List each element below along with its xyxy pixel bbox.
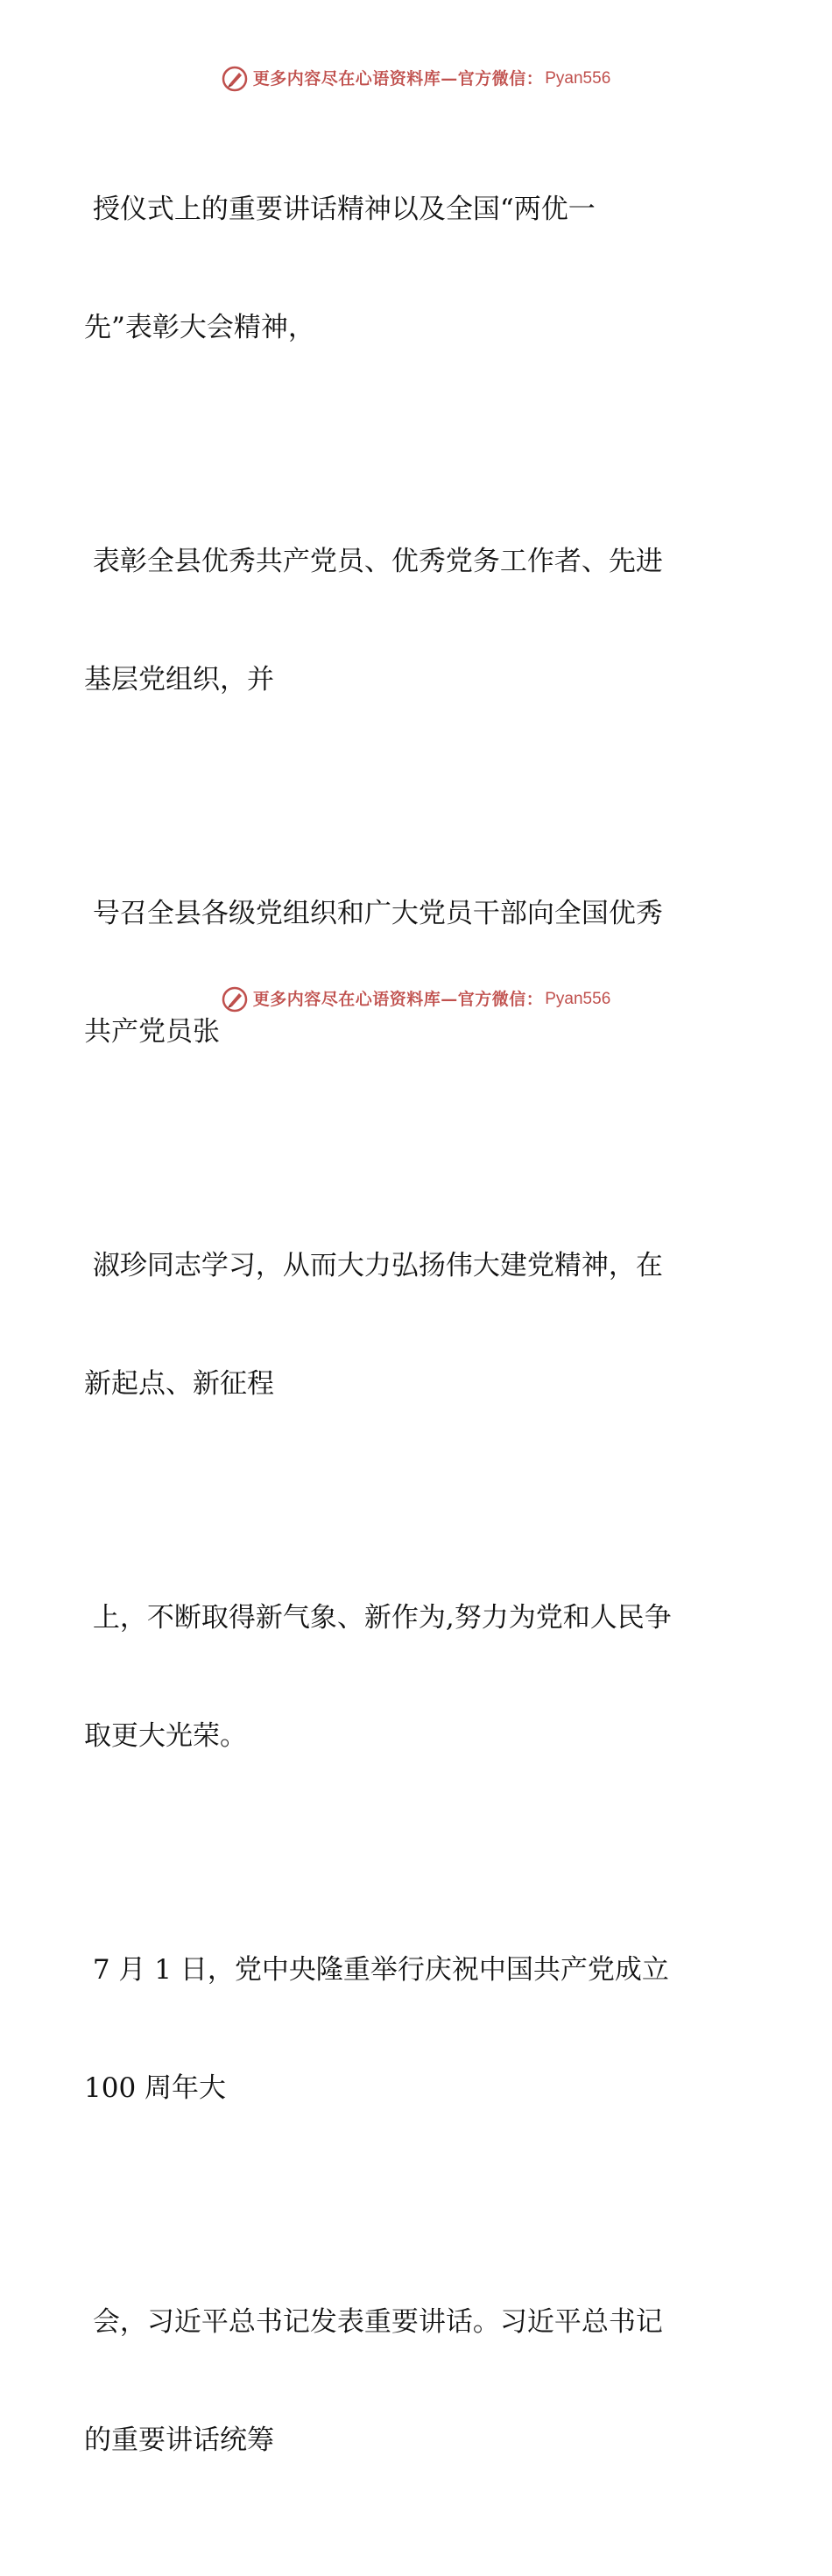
paragraph — [84, 1168, 750, 1483]
watermark-text: 更多内容尽在心语资料库—官方微信： — [252, 990, 544, 1009]
text-line: 表彰全县优秀共产党员、优秀党务工作者、先进 — [84, 546, 663, 577]
text-line: 授仪式上的重要讲话精神以及全国“两优一 — [84, 194, 596, 225]
header-watermark — [0, 66, 832, 92]
text-line: 基层党组织，并 — [84, 664, 274, 695]
quill-pen-logo-icon — [222, 986, 248, 1013]
text-line: 取更大光荣。 — [84, 1720, 247, 1752]
paragraph — [84, 1872, 750, 2187]
text-line: 号召全县各级党组织和广大党员干部向全国优秀 — [84, 898, 663, 929]
paragraph — [84, 2224, 750, 2539]
paragraph — [84, 1520, 750, 1835]
text-line: 共产党员张 — [84, 1016, 220, 1048]
watermark-text: 更多内容尽在心语资料库—官方微信： — [252, 69, 544, 88]
text-line: 上，不断取得新气象、新作为,努力为党和人民争 — [84, 1602, 672, 1634]
paragraph — [84, 463, 750, 779]
text-line: 会，习近平总书记发表重要讲话。习近平总书记 — [84, 2306, 663, 2338]
paragraph — [84, 815, 750, 1131]
text-line: 淑珍同志学习，从而大力弘扬伟大建党精神，在 — [84, 1250, 663, 1281]
text-line: 100 周年大 — [84, 2072, 227, 2104]
watermark-wechat-id: Pyan556 — [545, 990, 611, 1008]
text-line: 新起点、新征程 — [84, 1368, 274, 1400]
text-line: 先”表彰大会精神， — [84, 312, 315, 343]
document-body — [84, 111, 750, 2576]
footer-watermark — [0, 986, 832, 1013]
paragraph — [84, 111, 750, 427]
watermark-wechat-id: Pyan556 — [545, 69, 611, 88]
quill-pen-logo-icon — [222, 66, 248, 92]
text-line: 的重要讲话统筹 — [84, 2424, 274, 2456]
text-line: 7 月 1 日，党中央隆重举行庆祝中国共产党成立 — [84, 1954, 669, 1986]
